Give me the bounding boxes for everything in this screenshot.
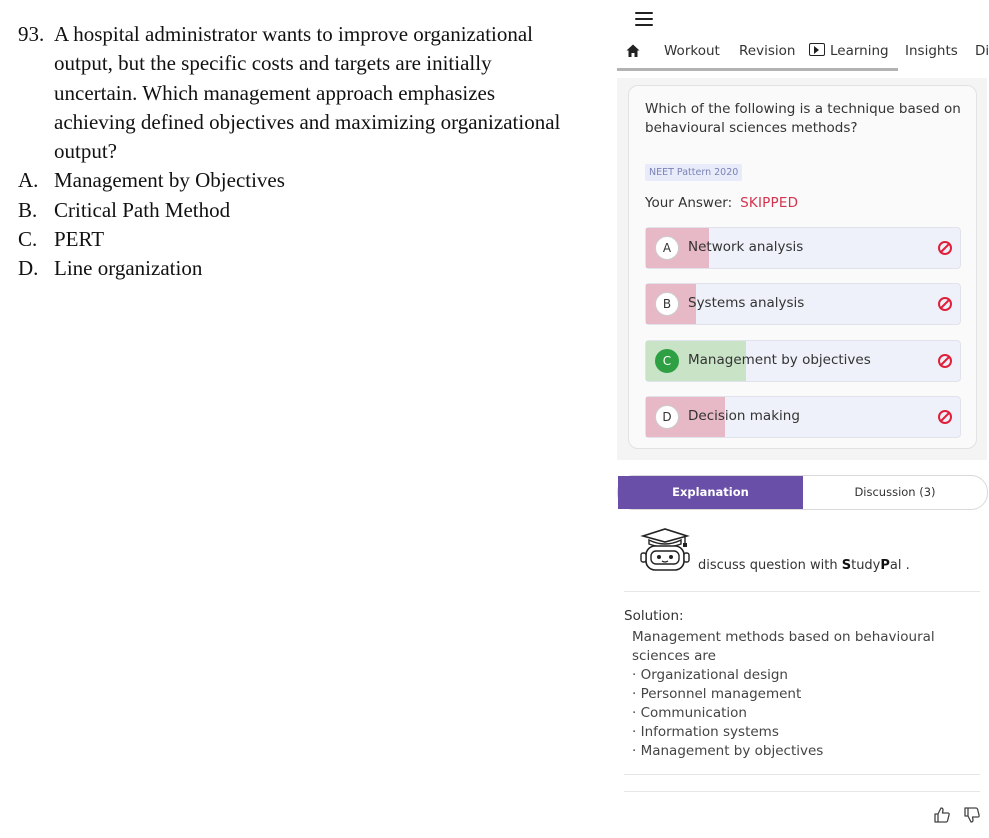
question-option	[18, 166, 578, 195]
option-letter-circle: D	[655, 405, 679, 429]
question-option	[18, 196, 578, 225]
question-number: 93.	[18, 22, 45, 46]
option-label: Management by objectives	[688, 352, 871, 368]
your-answer-value: SKIPPED	[740, 195, 799, 211]
option-letter: D.	[18, 256, 39, 281]
question-block	[18, 20, 578, 284]
solution-line: · Management by objectives	[632, 743, 824, 759]
tab-workout[interactable]: Workout	[664, 43, 720, 59]
studypal-link[interactable]	[698, 558, 910, 573]
explanation-discussion-toggle	[617, 475, 988, 510]
solution-title: Solution:	[624, 608, 684, 624]
option-letter: C.	[18, 227, 38, 252]
option-letter: B.	[18, 197, 38, 222]
play-icon	[809, 43, 825, 56]
option-text: Critical Path Method	[54, 197, 231, 222]
tab-scroll-indicator	[617, 68, 898, 71]
your-answer	[645, 195, 798, 211]
option-letter-circle: A	[655, 236, 679, 260]
tab-insights[interactable]: Insights	[905, 43, 958, 59]
tab-learning[interactable]	[809, 43, 889, 59]
tab-di[interactable]: Di	[975, 43, 989, 59]
option-text: PERT	[54, 227, 105, 252]
explanation-tab[interactable]: Explanation	[618, 476, 803, 509]
studypal-al: al .	[889, 558, 910, 573]
question-stem	[18, 20, 578, 166]
divider	[624, 791, 980, 792]
question-card	[628, 85, 977, 449]
ban-icon	[938, 410, 952, 424]
option-letter-circle: B	[655, 292, 679, 316]
option-label: Network analysis	[688, 239, 804, 255]
solution-line: · Communication	[632, 705, 747, 721]
solution-line: · Personnel management	[632, 686, 802, 702]
card-question: Which of the following is a technique based on behavioural sciences methods?	[645, 101, 961, 136]
studypal-robot-icon	[637, 528, 693, 574]
option-text: Management by Objectives	[54, 168, 285, 193]
option-text: Line organization	[54, 256, 203, 281]
answer-option-d[interactable]	[645, 396, 961, 438]
option-label: Systems analysis	[688, 295, 805, 311]
ban-icon	[938, 297, 952, 311]
question-text: A hospital administrator wants to improve organizational output, but the specific costs and targets are initially uncertain. Which management approach emphasizes achieving defined objectives and maximizing organizational output?	[54, 22, 561, 164]
question-card-area	[617, 78, 987, 460]
tab-revision[interactable]: Revision	[739, 43, 796, 59]
your-answer-label: Your Answer:	[645, 195, 733, 211]
home-icon[interactable]	[625, 43, 641, 59]
solution-line: · Information systems	[632, 724, 779, 740]
thumbs-down-icon[interactable]	[963, 806, 981, 824]
divider	[624, 774, 980, 775]
tab-bar	[617, 38, 987, 70]
tab-learning-label: Learning	[830, 43, 889, 59]
divider	[624, 591, 980, 592]
studypal-s: S	[841, 558, 852, 573]
studypal-p: P	[880, 558, 890, 573]
answer-option-b[interactable]	[645, 283, 961, 325]
studypal-tudy: tudy	[851, 558, 881, 573]
exam-tag: NEET Pattern 2020	[645, 164, 742, 181]
solution-line: Management methods based on behavioural sciences are	[632, 629, 935, 664]
answer-option-c[interactable]	[645, 340, 961, 382]
question-option	[18, 254, 578, 283]
solution-line: · Organizational design	[632, 667, 788, 683]
answer-option-a[interactable]	[645, 227, 961, 269]
ban-icon	[938, 354, 952, 368]
question-option	[18, 225, 578, 254]
option-label: Decision making	[688, 408, 800, 424]
app-panel	[617, 0, 987, 838]
solution-body	[632, 628, 952, 761]
studypal-prefix: discuss question with	[698, 558, 842, 573]
ban-icon	[938, 241, 952, 255]
menu-icon[interactable]	[635, 12, 653, 26]
option-letter-circle: C	[655, 349, 679, 373]
option-letter: A.	[18, 168, 39, 193]
thumbs-up-icon[interactable]	[933, 806, 951, 824]
discussion-tab[interactable]: Discussion (3)	[854, 485, 936, 499]
